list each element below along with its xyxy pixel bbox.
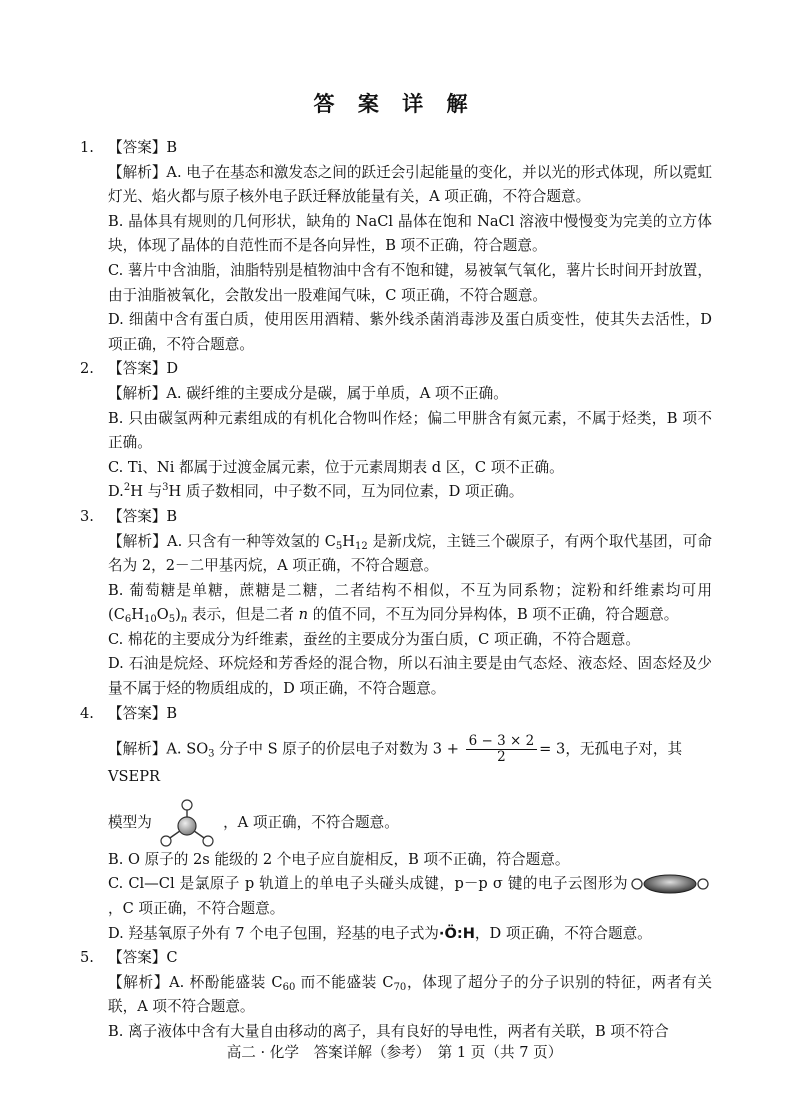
option-letter: D. <box>108 483 124 501</box>
analysis-d <box>80 480 712 505</box>
question-number: 3. <box>80 507 94 525</box>
analysis-a <box>80 971 712 1020</box>
text: 【解析】A. SO <box>108 740 209 758</box>
analysis-b <box>80 579 712 628</box>
analysis-b: B. 离子液体中含有大量自由移动的离子，具有良好的导电性，两者有关联，B 项不符合 <box>108 1023 669 1040</box>
analysis-b: B. O 原子的 2s 能级的 2 个电子应自旋相反，B 项不正确，符合题意。 <box>108 850 570 868</box>
analysis-a: 【解析】A. 碳纤维的主要成分是碳，属于单质，A 项不正确。 <box>108 384 508 402</box>
question-number: 1. <box>80 139 94 156</box>
subscript-n: n <box>180 614 188 626</box>
analysis-a <box>80 734 712 790</box>
analysis-c <box>80 872 712 921</box>
question-2 <box>80 357 712 505</box>
text: H <box>131 606 144 624</box>
mass-number: 2 <box>123 482 131 494</box>
subscript: 12 <box>355 540 368 552</box>
analysis-a <box>80 530 712 579</box>
answer-label: 【答案】B <box>108 704 178 722</box>
text: = 3，无孤电子对，其 VSEPR <box>108 740 683 786</box>
subscript: 70 <box>393 981 407 993</box>
fraction <box>466 734 538 765</box>
question-3 <box>80 505 712 702</box>
question-4 <box>80 702 712 947</box>
subscript: 5 <box>168 614 176 626</box>
analysis-c: C. 薯片中含油脂，油脂特别是植物油中含有不饱和键，易被氧气氧化，薯片长时间开封放置，由于油脂被氧化，会散发出一股难闻气味，C 项正确，不符合题意。 <box>108 261 712 304</box>
page-footer: 高二 · 化学 答案详解（参考） 第 1 页（共 7 页） <box>226 1044 563 1061</box>
text: 模型为 <box>108 813 152 831</box>
text: ，体现了超分子的分子识别的特征，两者有关联，A 项不符合题意。 <box>108 973 712 1016</box>
text: 是新戊烷，主链三个碳原子，有两个取代基团，可命名为 2，2－二甲基丙烷，A 项正确，不符合题意。 <box>108 532 712 575</box>
fraction-numerator: 6 − 3 × 2 <box>466 734 538 750</box>
text: O <box>156 606 169 624</box>
question-1 <box>80 136 712 357</box>
text: 分子中 S 原子的价层电子对数为 3 + <box>214 740 459 758</box>
fraction-denominator: 2 <box>497 749 506 766</box>
analysis-d <box>80 922 712 947</box>
text: B. 葡萄糖是单糖，蔗糖是二糖，二者结构不相似，不互为同系物；淀粉和纤维素均可用(C <box>108 581 712 624</box>
page-title: 答 案 详 解 <box>313 92 476 116</box>
text: 而不能盛装 C <box>295 973 394 991</box>
analysis-c: C. Ti、Ni 都属于过渡金属元素，位于元素周期表 d 区，C 项不正确。 <box>108 458 564 476</box>
electron-formula: ·Ö:H <box>438 924 475 942</box>
mass-number: 3 <box>162 482 169 494</box>
question-number: 4. <box>80 704 94 722</box>
subscript: 10 <box>143 614 157 626</box>
text: 表示，但是二者 <box>187 606 299 624</box>
subscript: 60 <box>282 981 296 993</box>
sigma-bond-orbital-icon <box>630 873 710 895</box>
answer-label: 【答案】C <box>108 949 178 967</box>
question-number: 5. <box>80 949 94 967</box>
vsepr-line <box>80 798 712 848</box>
italic-n: n <box>298 606 309 624</box>
question-5 <box>80 946 712 1044</box>
trigonal-planar-model-icon <box>158 798 216 848</box>
answer-content <box>80 136 712 1045</box>
subscript: 5 <box>335 540 343 552</box>
subscript: 3 <box>208 748 215 760</box>
text: ) <box>175 606 181 624</box>
text: D. 羟基氧原子外有 7 个电子包围，羟基的电子式为 <box>108 924 439 942</box>
text: ，A 项正确，不符合题意。 <box>223 813 399 831</box>
text: H 质子数相同，中子数不同，互为同位素，D 项正确。 <box>168 483 524 501</box>
analysis-b: B. 只由碳氢两种元素组成的有机化合物叫作烃；偏二甲肼含有氮元素，不属于烃类，B 项不正确。 <box>108 409 712 452</box>
text: 【解析】A. 杯酚能盛装 C <box>108 973 283 991</box>
analysis-b: B. 晶体具有规则的几何形状，缺角的 NaCl 晶体在饱和 NaCl 溶液中慢慢变为完美的立方体块，体现了晶体的自范性而不是各向异性，B 项不正确，符合题意。 <box>108 212 712 255</box>
subscript: 6 <box>124 614 132 626</box>
analysis-a: 【解析】A. 电子在基态和激发态之间的跃迁会引起能量的变化，并以光的形式体现，所以霓虹灯光、焰火都与原子核外电子跃迁释放能量有关，A 项正确，不符合题意。 <box>108 163 712 206</box>
text: 【解析】A. 只含有一种等效氢的 C <box>108 532 336 550</box>
text: 的值不同，不互为同分异构体，B 项不正确，符合题意。 <box>308 606 679 624</box>
answer-label: 【答案】B <box>108 507 178 525</box>
text: ，C 项正确，不符合题意。 <box>108 900 285 918</box>
text: ，D 项正确，不符合题意。 <box>474 924 652 942</box>
text: H <box>342 532 356 550</box>
analysis-c: C. 棉花的主要成分为纤维素，蚕丝的主要成分为蛋白质，C 项正确，不符合题意。 <box>108 630 640 648</box>
text: C. Cl—Cl 是氯原子 p 轨道上的单电子头碰头成键，p－p σ 键的电子云图形为 <box>108 875 628 893</box>
text: H 与 <box>130 483 163 501</box>
answer-label: 【答案】D <box>108 360 179 378</box>
answer-label: 【答案】B <box>108 139 178 156</box>
analysis-d: D. 细菌中含有蛋白质，使用医用酒精、紫外线杀菌消毒涉及蛋白质变性，使其失去活性，D 项正确，不符合题意。 <box>108 311 712 353</box>
analysis-d: D. 石油是烷烃、环烷烃和芳香烃的混合物，所以石油主要是由气态烃、液态烃、固态烃及少量不属于烃的物质组成的，D 项正确，不符合题意。 <box>108 655 712 698</box>
question-number: 2. <box>80 360 94 378</box>
